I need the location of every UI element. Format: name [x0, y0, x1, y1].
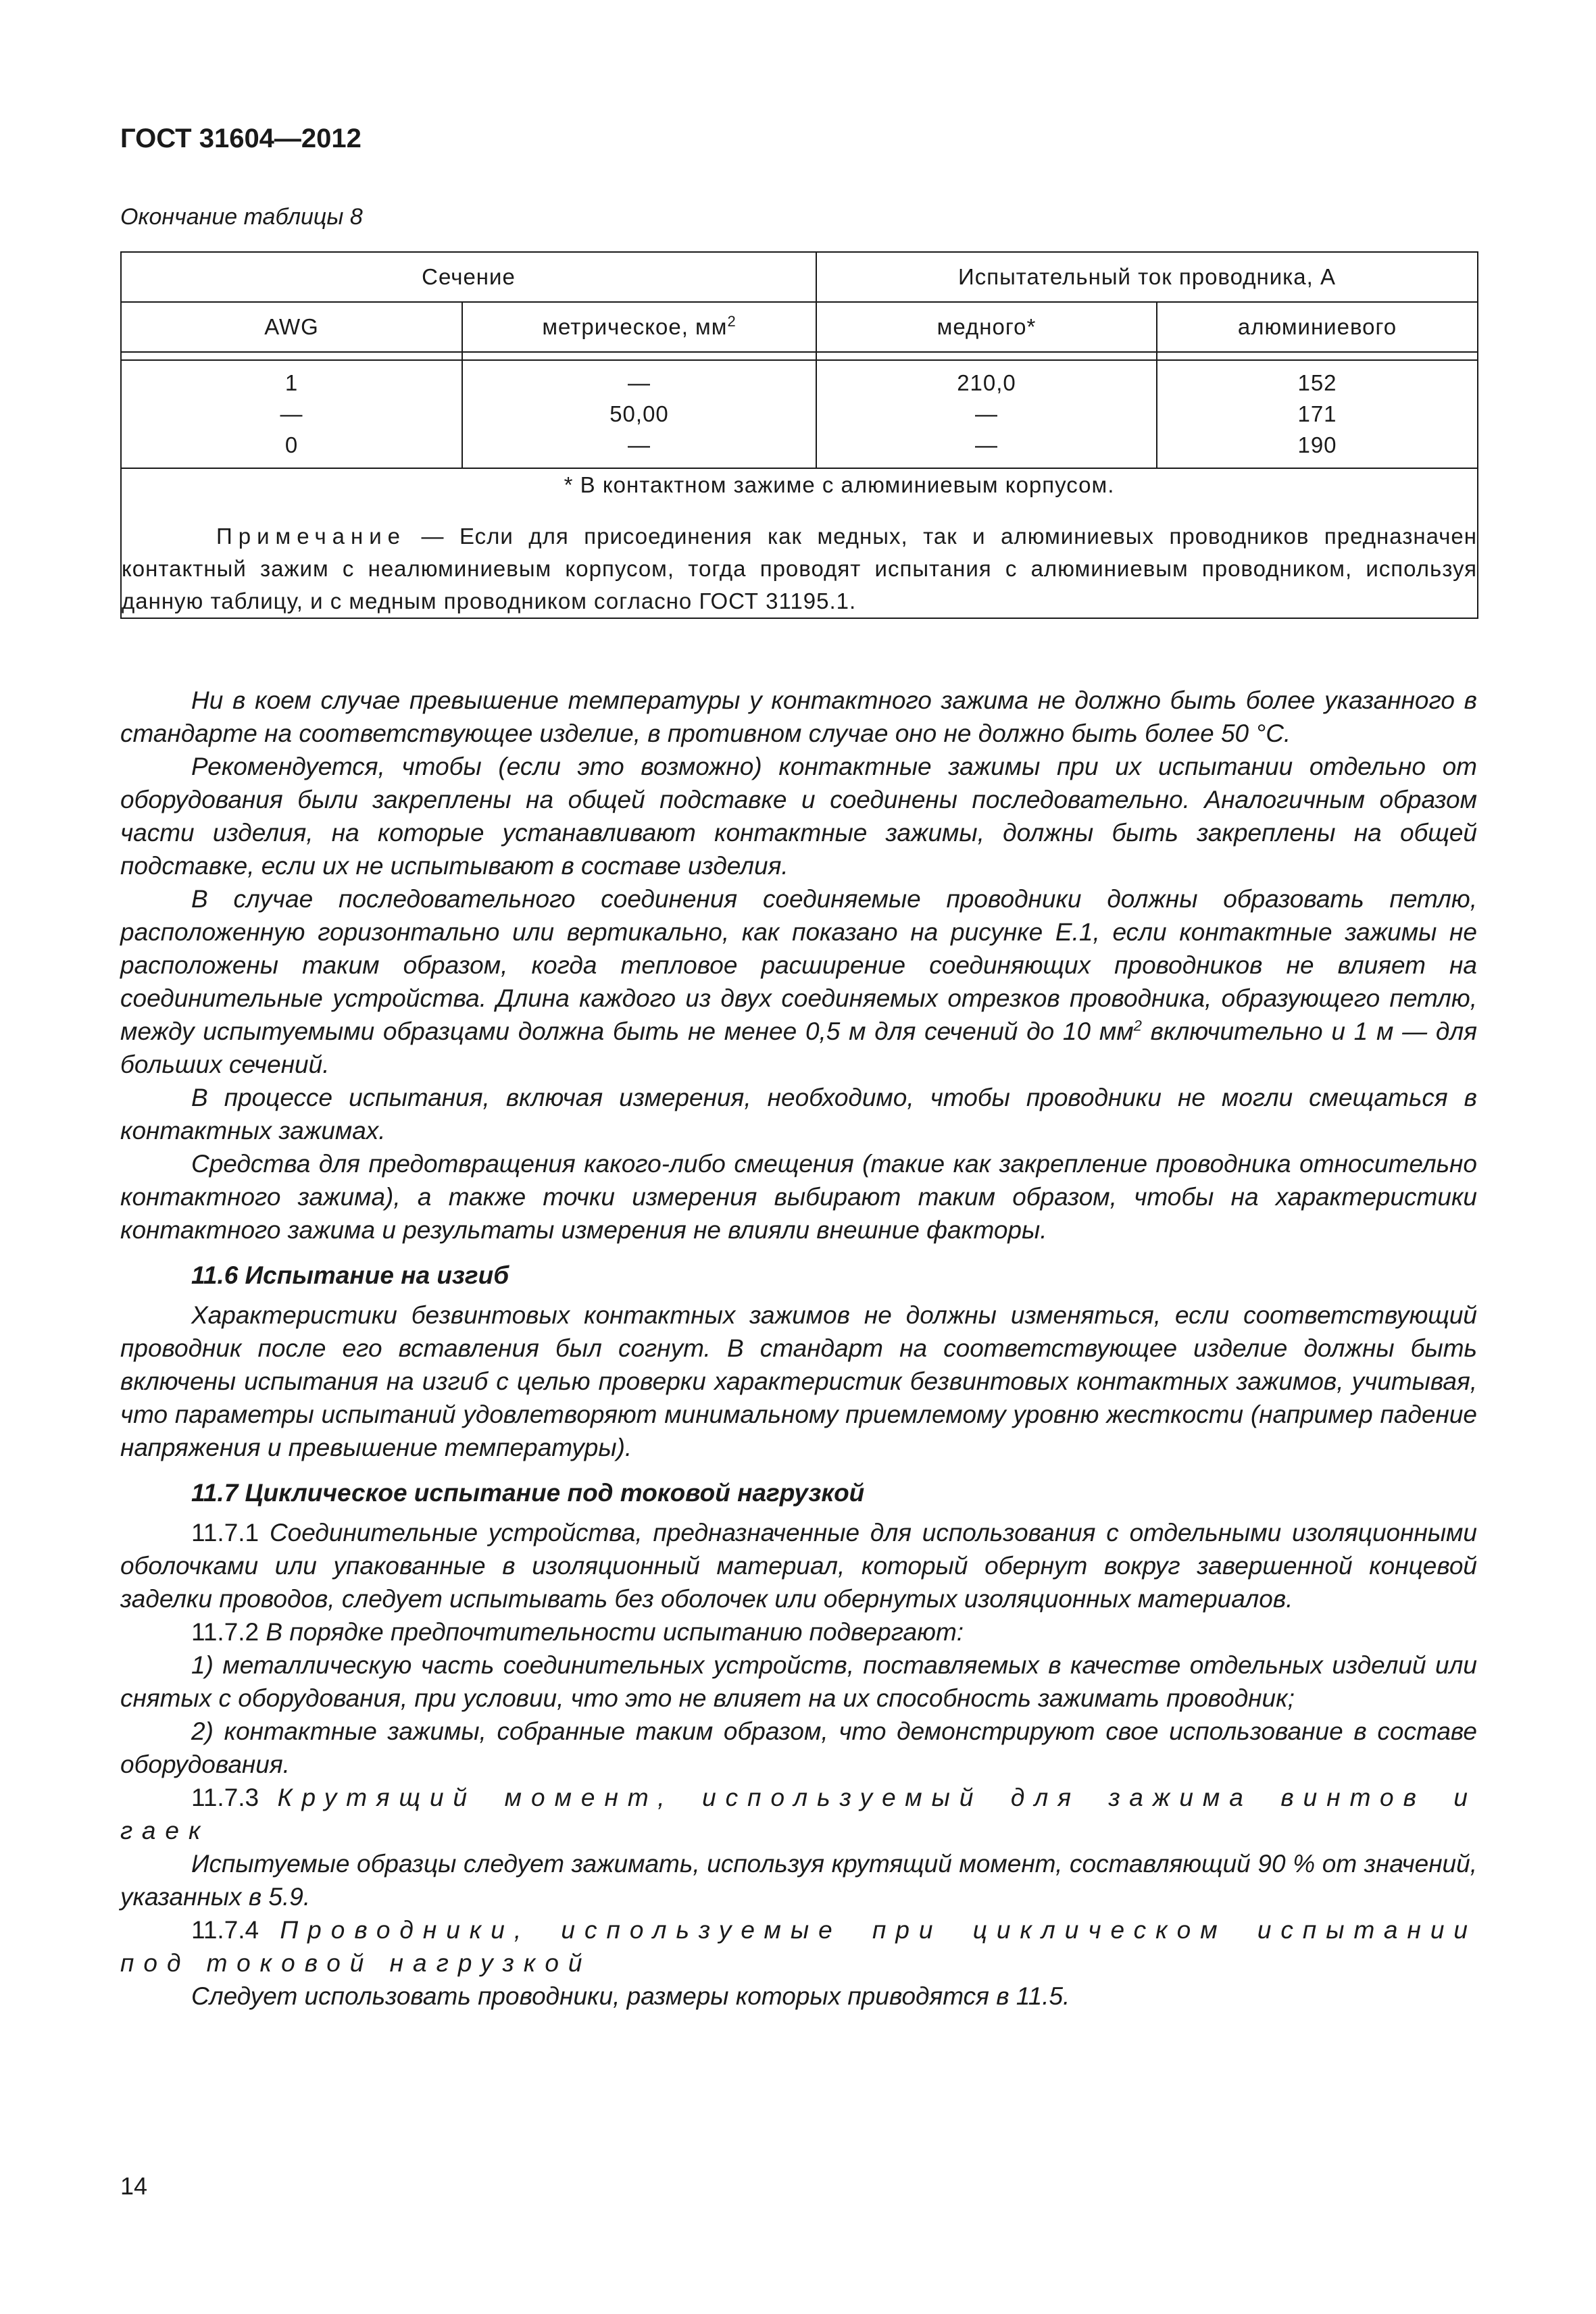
header-copper: медного*: [816, 302, 1157, 352]
subsection-heading-11-7-4: 11.7.4 Проводники, используемые при циклическом испытании под токовой нагрузкой: [120, 1916, 1478, 1977]
paragraph: Испытуемые образцы следует зажимать, используя крутящий момент, составляющий 90 % от значений, указанных в 5.9.: [120, 1850, 1477, 1911]
header-aluminum: алюминиевого: [1157, 302, 1478, 352]
table-footnote: * В контактном зажиме с алюминиевым корпусом.: [564, 472, 1115, 497]
list-item: 2) контактные зажимы, собранные таким образом, что демонстрируют свое использование в составе оборудования.: [120, 1717, 1477, 1778]
header-awg: AWG: [121, 302, 462, 352]
document-header: ГОСТ 31604—2012: [120, 124, 361, 153]
metric-cell: — 50,00 —: [462, 360, 816, 468]
table-row: [121, 360, 1478, 468]
header-section: Сечение: [121, 252, 816, 302]
section-heading-11-7: 11.7 Циклическое испытание под токовой нагрузкой: [191, 1479, 865, 1507]
table-note: Примечание — Если для присоединения как медных, так и алюминиевых проводников предназначен контактный зажим с неалюминиевым корпусом, тогда проводят испытания с алюминиевым проводником, используя данную таблицу, и с медным проводником согласно ГОСТ 31195.1.: [122, 524, 1477, 613]
header-test-current: Испытательный ток проводника, А: [816, 252, 1478, 302]
list-item: 1) металлическую часть соединительных устройств, поставляемых в качестве отдельных изделий или снятых с оборудования, при условии, что это не влияет на их способность зажимать проводник;: [120, 1651, 1477, 1712]
paragraph-11-7-2: 11.7.2 В порядке предпочтительности испытанию подвергают:: [191, 1618, 964, 1646]
paragraph: Средства для предотвращения какого-либо смещения (такие как закрепление проводника относительно контактного зажима), а также точки измерения выбирают таким образом, чтобы на характеристики контактного зажима и результаты измерения не влияли внешние факторы.: [120, 1150, 1477, 1244]
header-metric: метрическое, $мм^2$: [462, 302, 816, 352]
subsection-heading-11-7-3: 11.7.3 Крутящий момент, используемый для зажима винтов и гаек: [120, 1784, 1477, 1844]
paragraph: Ни в коем случае превышение температуры у контактного зажима не должно быть более указанного в стандарте на соответствующее изделие, в противном случае оно не должно быть более 50 °С.: [120, 686, 1477, 747]
paragraph: Характеристики безвинтовых контактных зажимов не должны изменяться, если соответствующий проводник после его вставления был согнут. В стандарт на соответствующее изделие должны быть включены испытания на изгиб с целью проверки характеристик безвинтовых контактных зажимов, учитывая, что параметры испытаний удовлетворяют минимальному приемлемому уровню жесткости (например падение напряжения и превышение температуры).: [120, 1301, 1477, 1461]
awg-cell: 1 — 0: [121, 360, 462, 468]
table-8: [120, 251, 1478, 619]
paragraph: Рекомендуется, чтобы (если это возможно) контактные зажимы при их испытании отдельно от оборудования были закреплены на общей подставке и соединены последовательно. Аналогичным образом части изделия, на которые устанавливают контактные зажимы, должны быть закреплены на общей подставке, если их не испытывают в составе изделия.: [120, 753, 1477, 880]
paragraph: Следует использовать проводники, размеры которых приводятся в 11.5.: [191, 1982, 1070, 2010]
section-heading-11-6: 11.6 Испытание на изгиб: [191, 1261, 509, 1289]
table-footer: [121, 468, 1478, 618]
aluminum-cell: 152 171 190: [1157, 360, 1478, 468]
paragraph: В случае последовательного соединения соединяемые проводники должны образовать петлю, расположенную горизонтально или вертикально, как показано на рисунке Е.1, если контактные зажимы не расположены таким образом, когда тепловое расширение соединяющих проводников не влияет на соединительные устройства. Длина каждого из двух соединяемых отрезков проводника, образующего петлю, между испытуемыми образцами должна быть не менее 0,5 м для сечений до 10 $мм^2$ включительно и 1 м — для больших сечений.: [120, 885, 1477, 1078]
paragraph: В процессе испытания, включая измерения, необходимо, чтобы проводники не могли смещаться в контактных зажимах.: [120, 1084, 1477, 1145]
body-text: [120, 684, 1477, 2013]
page-number: 14: [120, 2172, 148, 2200]
copper-cell: 210,0 — —: [816, 360, 1157, 468]
paragraph-11-7-1: 11.7.1 Соединительные устройства, предназначенные для использования с отдельными изоляционными оболочками или упакованные в изоляционный материал, который обернут вокруг завершенной концевой заделки проводов, следует испытывать без оболочек или обернутых изоляционных материалов.: [120, 1519, 1477, 1613]
table-caption: Окончание таблицы 8: [120, 204, 363, 230]
